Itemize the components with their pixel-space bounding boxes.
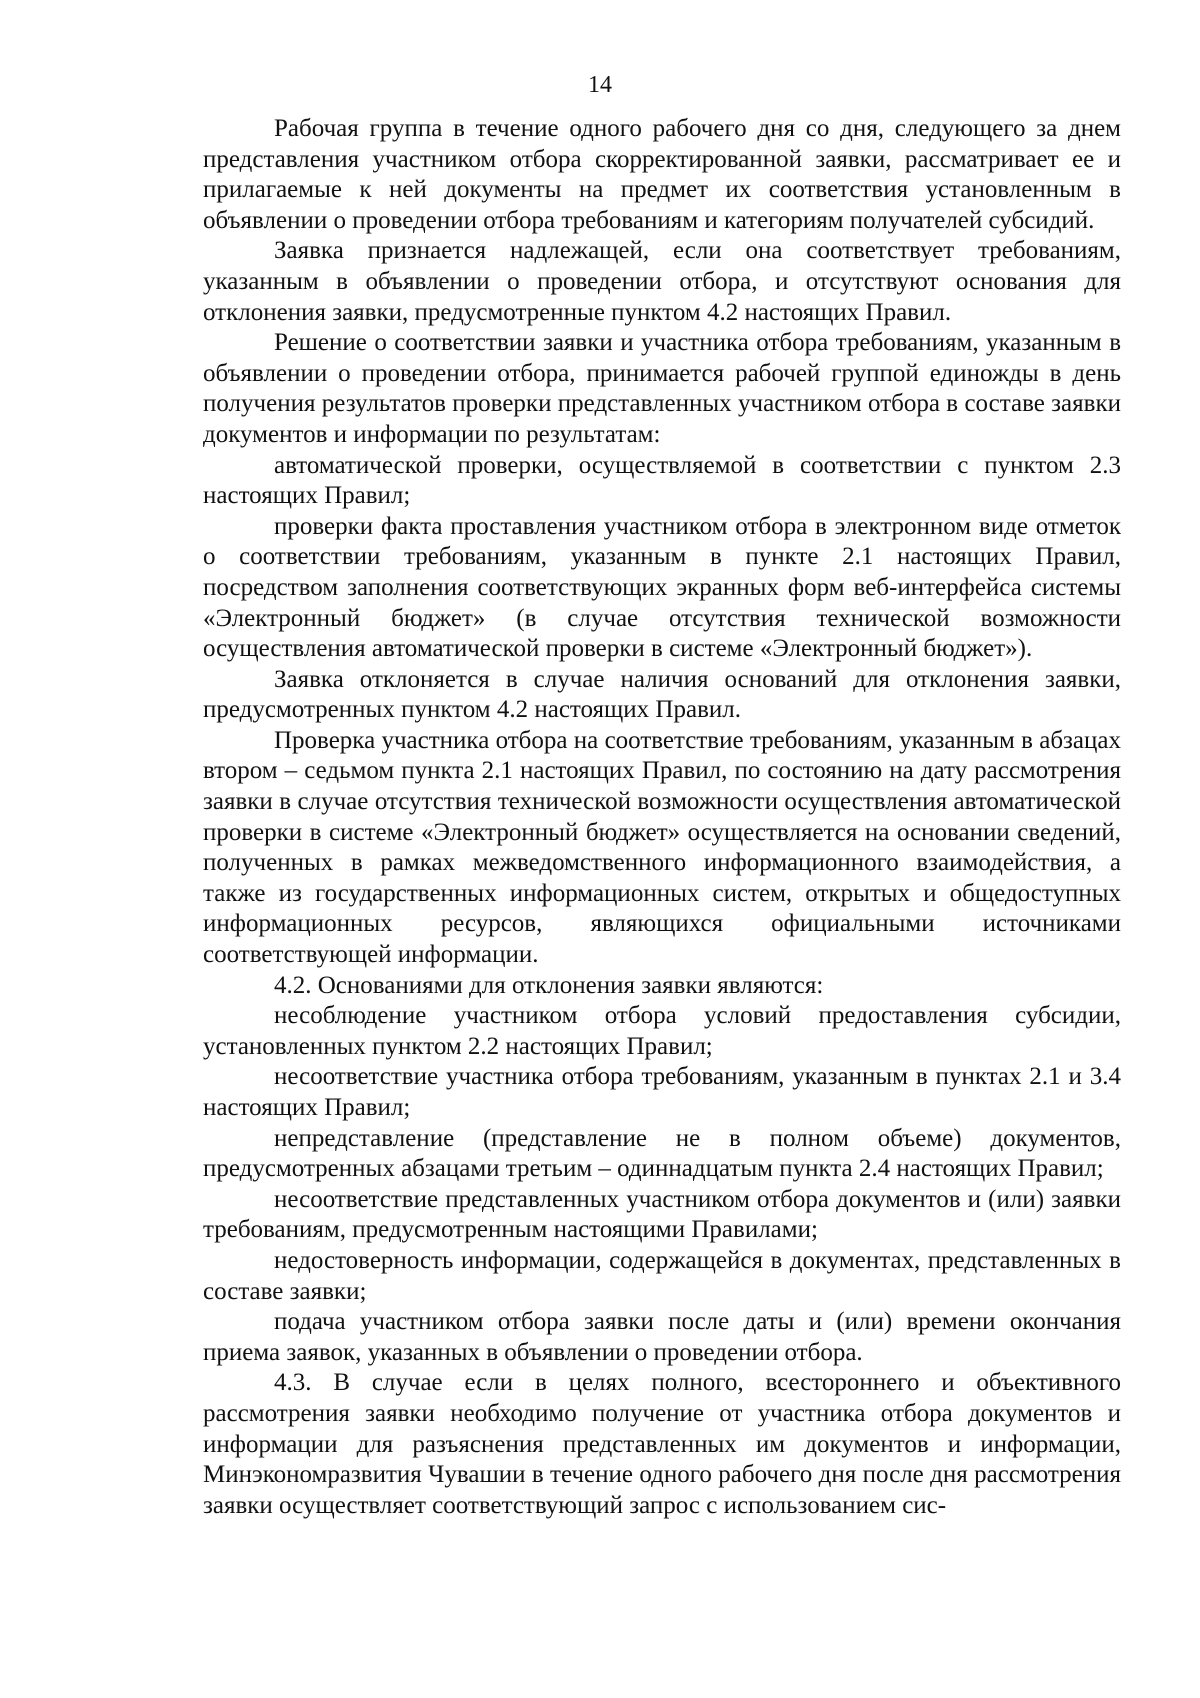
list-item: непредставление (представление не в полном объеме) документов, предусмотренных абзацами третьим – одиннадцатым пункта 2.4 настоящих Правил; bbox=[203, 1124, 1121, 1183]
document-body bbox=[203, 114, 1121, 1521]
paragraph: 4.3. В случае если в целях полного, всестороннего и объективного рассмотрения заявки необходимо получение от участника отбора документов и информации для разъяснения представленных им документов и информации, Минэкономразвития Чувашии в течение одного рабочего дня после дня рассмотрения заявки осуществляет соответствующий запрос с использованием сис- bbox=[203, 1369, 1121, 1519]
list-item: проверки факта проставления участником отбора в электронном виде отметок о соответствии требованиям, указанным в пункте 2.1 настоящих Правил, посредством заполнения соответствующих экранных форм веб-интерфейса системы «Электронный бюджет» (в случае отсутствия технической возможности осуществления автоматической проверки в системе «Электронный бюджет»). bbox=[203, 512, 1121, 663]
paragraph: Проверка участника отбора на соответствие требованиям, указанным в абзацах втором – седьмом пункта 2.1 настоящих Правил, по состоянию на дату рассмотрения заявки в случае отсутствия технической возможности осуществления автоматической проверки в системе «Электронный бюджет» осуществляется на основании сведений, полученных в рамках межведомственного информационного взаимодействия, а также из государственных информационных систем, открытых и общедоступных информационных ресурсов, являющихся официальными источниками соответствующей информации. bbox=[203, 726, 1121, 969]
paragraph: Заявка признается надлежащей, если она соответствует требованиям, указанным в объявлении о проведении отбора, и отсутствуют основания для отклонения заявки, предусмотренные пунктом 4.2 настоящих Правил. bbox=[203, 237, 1121, 326]
section-heading: 4.2. Основаниями для отклонения заявки являются: bbox=[274, 971, 824, 999]
list-item: несоблюдение участником отбора условий предоставления субсидии, установленных пунктом 2.2 настоящих Правил; bbox=[203, 1002, 1121, 1060]
list-item: недостоверность информации, содержащейся в документах, представленных в составе заявки; bbox=[203, 1246, 1121, 1305]
list-item: автоматической проверки, осуществляемой в соответствии с пунктом 2.3 настоящих Правил; bbox=[203, 451, 1121, 510]
page-number: 14 bbox=[588, 72, 612, 98]
paragraph: Рабочая группа в течение одного рабочего дня со дня, следующего за днем представления участником отбора скорректированной заявки, рассматривает ее и прилагаемые к ней документы на предмет их соответствия установленным в объявлении о проведении отбора требованиям и категориям получателей субсидий. bbox=[203, 115, 1121, 234]
list-item: подача участником отбора заявки после даты и (или) времени окончания приема заявок, указанных в объявлении о проведении отбора. bbox=[203, 1308, 1121, 1366]
list-item: несоответствие участника отбора требованиям, указанным в пунктах 2.1 и 3.4 настоящих Правил; bbox=[203, 1063, 1121, 1121]
paragraph: Решение о соответствии заявки и участника отбора требованиям, указанным в объявлении о проведении отбора, принимается рабочей группой единожды в день получения результатов проверки представленных участником отбора в составе заявки документов и информации по результатам: bbox=[203, 329, 1121, 448]
paragraph: Заявка отклоняется в случае наличия оснований для отклонения заявки, предусмотренных пунктом 4.2 настоящих Правил. bbox=[203, 665, 1121, 724]
list-item: несоответствие представленных участником отбора документов и (или) заявки требованиям, предусмотренным настоящими Правилами; bbox=[203, 1185, 1121, 1244]
